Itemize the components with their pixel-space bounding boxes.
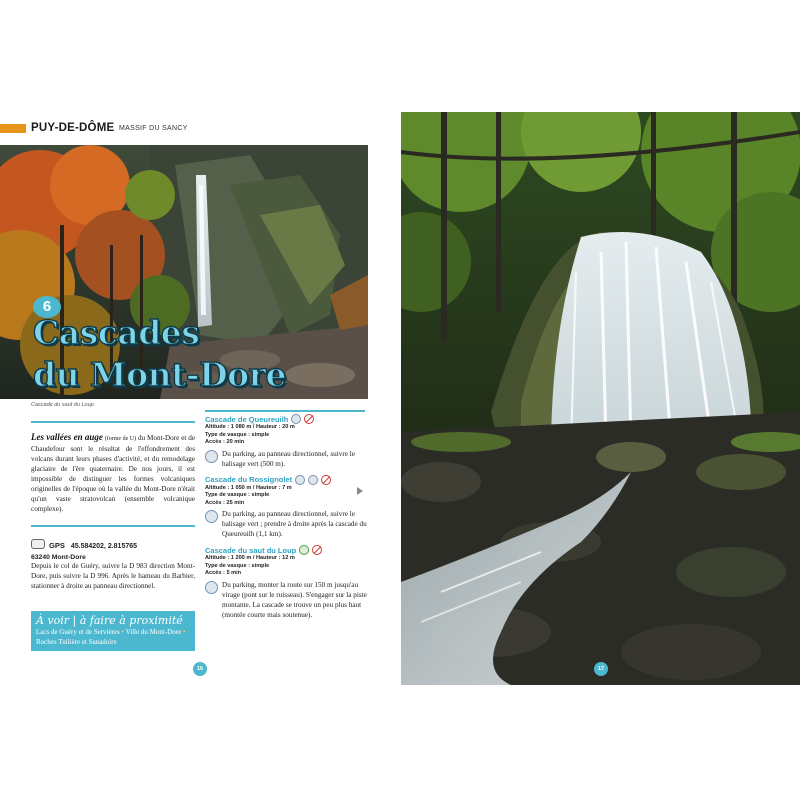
cascade-altitude: Altitude : 1 200 m / Hauteur : 12 m [205, 555, 295, 561]
no-bike-icon [321, 475, 331, 485]
intro-lead: Les vallées en auge [31, 432, 103, 442]
title-line-2: du Mont-Dore [33, 355, 287, 394]
photo-caption: Cascade du saut du Loup. [31, 402, 96, 408]
cascades-list [205, 414, 370, 626]
region-header: PUY-DE-DÔME [31, 122, 115, 134]
cascade-altitude: Altitude : 1 080 m / Hauteur : 20 m [205, 424, 295, 430]
gps-block [31, 535, 195, 561]
cascade-entry [205, 545, 370, 620]
cascade-access: Accès : 20 min [205, 439, 245, 445]
waterfall-photo-right [401, 112, 800, 685]
cascade-name: Cascade du saut du Loup [205, 545, 297, 555]
nearby-list [36, 628, 190, 647]
hiker-icon [291, 414, 301, 424]
gps-label: GPS [49, 541, 65, 550]
divider-left [31, 421, 195, 423]
cascade-vasque: Type de vasque : simple [205, 562, 270, 569]
gps-address: 63240 Mont-Dore [31, 554, 86, 561]
gps-coords: 45.584202, 2.815765 [70, 543, 138, 550]
gps-device-icon [31, 539, 45, 549]
divider-right [205, 410, 365, 412]
cascade-description: Du parking, au panneau directionnel, suivre le balisage vert ; prendre à droite après la cascade du Queureuilh (1,1 km). [222, 510, 367, 538]
intro-text: du Mont-Dore et de Chaudefour sont le résultat de l'effondrement des volcans durant leurs phases d'activité, et du remodelage glaciaire de l'ère quaternaire. De nos jours, il est impossible de distinguer les formes volcaniques originelles de l'époque où la vallée du Mont-Dore n'était qu'un vaste stratovolcan (ensemble volcanique complexe). [31, 434, 196, 513]
page-number-left: 16 [193, 662, 207, 676]
walker-icon [205, 510, 218, 523]
triangle-arrow-icon [357, 487, 363, 495]
walker-icon [205, 581, 218, 594]
bullet-icon: • [121, 628, 126, 636]
bullet-icon: • [182, 628, 186, 636]
entry-number-badge: 6 [33, 296, 61, 318]
intro-lead-note: (forme de U) [104, 436, 137, 442]
hiker-icon [299, 545, 309, 555]
no-bike-icon [304, 414, 314, 424]
cascade-name: Cascade du Rossignolet [205, 475, 293, 484]
cascade-description: Du parking, au panneau directionnel, suivre le balisage vert (500 m). [222, 449, 355, 468]
nearby-item: Lacs de Guéry et de Servières [36, 628, 120, 636]
cascade-altitude: Altitude : 1 050 m / Hauteur : 7 m [205, 484, 292, 491]
hiker-icon [295, 475, 305, 485]
directions-text: Depuis le col de Guéry, suivre la D 983 direction Mont-Dore, puis suivre la D 996. Après le hameau du Barbier, stationner à droite au panneau directionnel. [31, 562, 195, 590]
intro-paragraph [31, 432, 195, 514]
cascade-description: Du parking, monter la route sur 150 m jusqu'au virage (pont sur le ruisseau). S'engager sur la piste montante. La cascade se trouve un peu plus haut (montée courte mais soutenue). [222, 580, 367, 619]
cascade-entry [205, 414, 370, 469]
page-number-right: 17 [594, 662, 608, 676]
cascade-name: Cascade de Queureuilh [205, 414, 289, 424]
nearby-box [31, 611, 195, 651]
no-bike-icon [312, 545, 322, 555]
hiker-icon [308, 475, 318, 485]
nearby-title: À voir | à faire à proximité [36, 614, 183, 627]
subregion-header: MASSIF DU SANCY [119, 125, 188, 132]
nearby-item: Roches Tuilière et Sanadoire [36, 637, 117, 646]
walker-icon [205, 450, 218, 463]
cascade-access: Accès : 5 min [205, 570, 242, 576]
cascade-vasque: Type de vasque : simple [205, 492, 270, 498]
orange-section-tab [0, 124, 26, 133]
title-line-1: Cascades [33, 313, 200, 352]
cascade-access: Accès : 25 min [205, 499, 245, 506]
nearby-item: Ville du Mont-Dore [125, 628, 182, 636]
divider-gps [31, 525, 195, 527]
cascade-entry [205, 475, 370, 540]
cascade-vasque: Type de vasque : simple [205, 431, 270, 438]
